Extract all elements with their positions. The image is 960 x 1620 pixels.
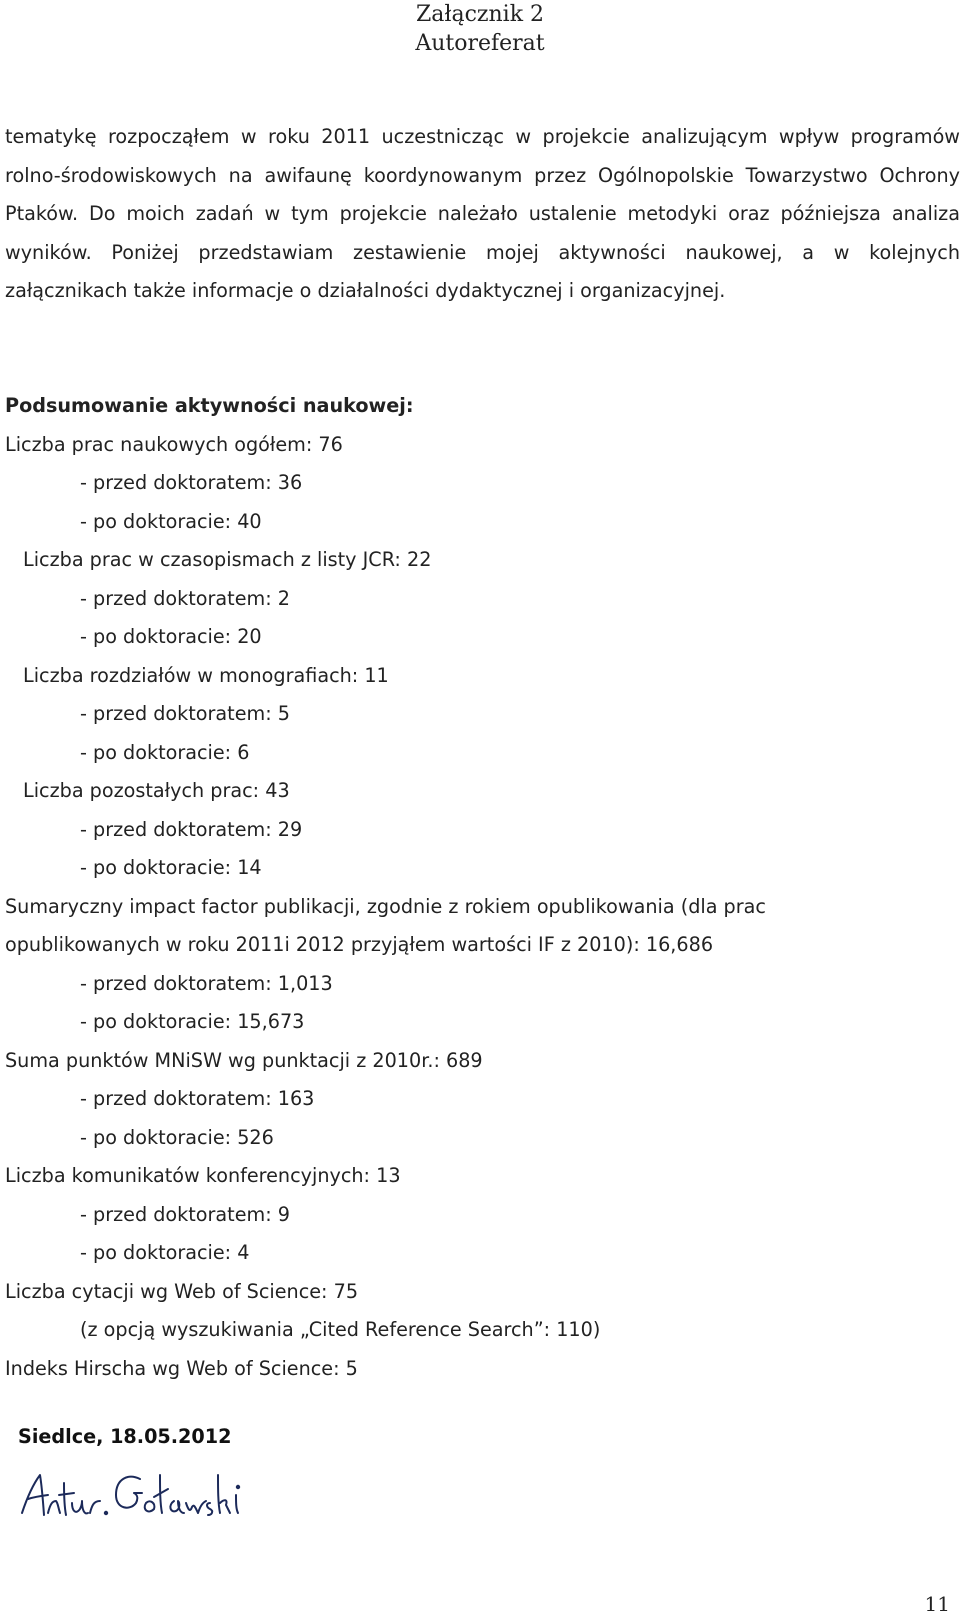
summary-line: - po doktoracie: 20 [80,625,262,648]
handwritten-signature [18,1465,268,1535]
summary-line: - po doktoracie: 14 [80,856,262,879]
summary-title: Podsumowanie aktywności naukowej: [5,394,414,417]
summary-line-total-works: Liczba prac naukowych ogółem: 76 [5,432,343,456]
signature-image [18,1465,268,1535]
page-number: 11 [924,1592,950,1616]
place-date: Siedlce, 18.05.2012 [18,1425,232,1448]
document-type-label: Autoreferat [415,31,545,56]
summary-line: - po doktoracie: 6 [80,740,250,764]
summary-line: - przed doktoratem: 2 [80,586,290,610]
summary-line: - po doktoracie: 526 [80,1125,274,1149]
summary-line: - przed doktoratem: 29 [80,817,303,841]
intro-section [5,118,960,311]
summary-line-impact-factor-cont: opublikowanych w roku 2011i 2012 przyjąłem wartości IF z 2010): 16,686 [5,933,714,956]
summary-line: - po doktoracie: 40 [80,509,262,533]
attachment-label: Załącznik 2 [415,2,545,27]
summary-line: - przed doktoratem: 36 [80,471,303,494]
summary-line-other-works: Liczba pozostałych prac: 43 [23,779,290,802]
summary-line-jcr: Liczba prac w czasopismach z listy JCR: 22 [23,548,432,571]
summary-line-citations: Liczba cytacji wg Web of Science: 75 [5,1279,359,1303]
summary-line-hirsch-index: Indeks Hirscha wg Web of Science: 5 [5,1356,358,1380]
summary-line: - przed doktoratem: 5 [80,702,290,725]
summary-line: - przed doktoratem: 163 [80,1087,315,1110]
summary-line-impact-factor: Sumaryczny impact factor publikacji, zgodnie z rokiem opublikowania (dla prac [5,894,766,918]
intro-paragraph: tematykę rozpocząłem w roku 2011 uczestnicząc w projekcie analizującym wpływ programów rolno-środowiskowych na awifaunę koordynowanym przez Ogólnopolskie Towarzystwo Ochrony Ptaków. Do moich zadań w tym projekcie należało ustalenie metodyki oraz późniejsza analiza wyników. Poniżej przedstawiam zestawienie mojej aktywności naukowej, a w kolejnych załącznikach także informacje o działalności dydaktycznej i organizacyjnej. [5,125,960,303]
summary-line-conference: Liczba komunikatów konferencyjnych: 13 [5,1164,401,1187]
summary-line: - po doktoracie: 15,673 [80,1010,305,1033]
summary-line-monograph-chapters: Liczba rozdziałów w monografiach: 11 [23,663,389,687]
summary-line: - przed doktoratem: 9 [80,1202,290,1226]
summary-line: - po doktoracie: 4 [80,1241,250,1264]
summary-line: - przed doktoratem: 1,013 [80,971,333,995]
summary-section [5,387,960,1388]
summary-line: (z opcją wyszukiwania „Cited Reference Search”: 110) [80,1318,601,1341]
summary-line-mnisw-points: Suma punktów MNiSW wg punktacji z 2010r.: 689 [5,1048,483,1072]
